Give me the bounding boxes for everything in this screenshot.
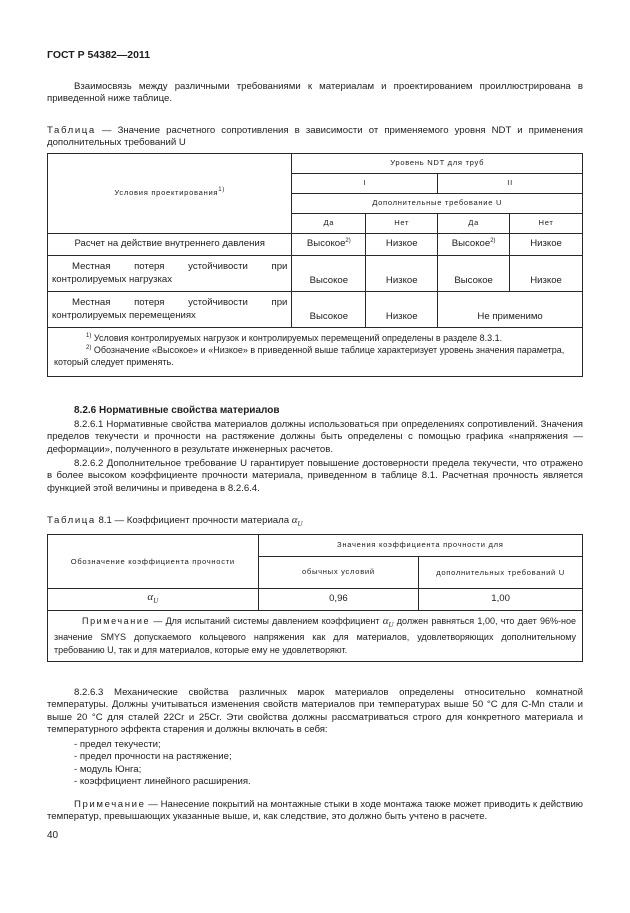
table-cell: Не применимо — [438, 292, 583, 328]
alpha-u-cell: $\alpha_U$ — [48, 589, 259, 611]
alpha-symbol: $\alpha_U$ — [382, 615, 394, 630]
row-label: Местная потеря устойчивости при контролируемых нагрузках — [48, 256, 292, 292]
footnote-1: $^{1)}$ Условия контролируемых нагрузок и контролируемых перемещений определены в разделе 8.3.1. — [86, 333, 503, 343]
table-cell: Низкое — [510, 234, 583, 256]
document-id: ГОСТ Р 54382—2011 — [47, 49, 151, 61]
yes-header: Да — [292, 214, 366, 234]
table-cell: Низкое — [366, 256, 438, 292]
design-resistance-table — [47, 153, 583, 377]
page-number: 40 — [47, 830, 59, 841]
ndt-level-1: I — [292, 174, 438, 194]
list-item: - предел текучести; — [74, 739, 161, 750]
paragraph-8-2-6-1: 8.2.6.1 Нормативные свойства материалов должны использоваться при определениях сопротивлений. Значения пределов текучести и прочности на растяжение должны быть определены с помощью графика «напряжения — деформации», полученного в результате инженерных расчетов. — [47, 419, 583, 455]
alpha-symbol: $\alpha_U$ — [291, 514, 303, 529]
table2-caption-label: Таблица — [47, 515, 96, 526]
note-paragraph: Примечание — Нанесение покрытий на монтажные стыки в ходе монтажа также может приводить к действию температур, превышающих указанные выше, и, как следствие, это должно быть учтено в расчете. — [47, 799, 583, 823]
table-cell: Высокое — [292, 256, 366, 292]
paragraph-8-2-6-3: 8.2.6.3 Механические свойства различных марок материалов определены относительно комнатной температуры. Должны учитываться изменения свойств материалов при температурах выше 50 °С для C-Mn стали и выше 20 °С для сталей 22Cr и 25Cr. Эти свойства должны рассматриваться строго для конкретного материала и температурного эффекта старения и должны включать в себя: — [47, 687, 583, 735]
footnote-2: $^{2)}$ Обозначение «Высокое» и «Низкое» в приведенной выше таблице характеризует уровень значения параметра, который следует применять. — [54, 345, 565, 368]
additional-req-header: Дополнительные требование U — [292, 194, 583, 214]
table-cell: Низкое — [366, 234, 438, 256]
table1-caption-text: — Значение расчетного сопротивления в зависимости от применяемого уровня NDT и применения дополнительных требований U — [47, 125, 583, 149]
table1-caption-label: Таблица — [47, 125, 96, 136]
table-row — [48, 234, 583, 256]
table-row — [48, 292, 583, 328]
list-item: - предел прочности на растяжение; — [74, 751, 232, 763]
intro-paragraph: Взаимосвязь между различными требованиями к материалам и проектированием проиллюстрирована в приведенной ниже таблице. — [47, 81, 583, 105]
yes-header: Да — [438, 214, 510, 234]
additional-requirements-header: дополнительных требований U — [419, 557, 583, 589]
table-cell: 0,96 — [258, 589, 419, 611]
table-cell: Высокое$^{2)}$ — [292, 234, 366, 256]
material-strength-table — [47, 534, 583, 662]
table2-caption — [47, 514, 583, 530]
regular-conditions-header: обычных условий — [258, 557, 419, 589]
ndt-level-2: II — [438, 174, 583, 194]
no-header: Нет — [510, 214, 583, 234]
ndt-level-header: Уровень NDT для труб — [292, 154, 583, 174]
values-header: Значения коэффициента прочности для — [258, 535, 582, 557]
row-label: Расчет на действие внутреннего давления — [48, 234, 292, 256]
table-cell: Низкое — [510, 256, 583, 292]
section-heading: 8.2.6 Нормативные свойства материалов — [74, 405, 280, 416]
property-list — [47, 739, 583, 788]
table2-note: Примечание — Для испытаний системы давлением коэффициент $\alpha_U$ должен равняться 1,00, что дает 96%-ное значение SMYS допускаемого кольцевого напряжения как для материалов, удовлетворяющих дополнительному требованию U, так и для материалов, которые ему не удовлетворяют. — [48, 611, 583, 662]
note-label: Примечание — [82, 616, 151, 626]
paragraph-8-2-6-2: 8.2.6.2 Дополнительное требование U гарантирует повышение достоверности предела текучести, что отражено в более высоком коэффициенте прочности материала, приведенном в таблице 8.1. Расчетная прочность является функцией этой величины и приведена в 8.2.6.4. — [47, 458, 583, 494]
table1-caption — [47, 125, 583, 150]
note-label: Примечание — [74, 799, 146, 810]
conditions-header: Условия проектирования$^{1)}$ — [48, 154, 292, 234]
table-cell: Высокое$^{2)}$ — [438, 234, 510, 256]
no-header: Нет — [366, 214, 438, 234]
table2-caption-text: 8.1 — Коэффициент прочности материала — [95, 515, 292, 526]
table1-footnotes — [48, 328, 583, 377]
table-row — [48, 256, 583, 292]
row-label: Местная потеря устойчивости при контролируемых перемещениях — [48, 292, 292, 328]
list-item: - коэффициент линейного расширения. — [74, 775, 251, 787]
table-row — [48, 589, 583, 611]
table-cell: Высокое — [292, 292, 366, 328]
table-cell: Высокое — [438, 256, 510, 292]
table-cell: Низкое — [366, 292, 438, 328]
table-cell: 1,00 — [419, 589, 583, 611]
list-item: - модуль Юнга; — [74, 763, 142, 775]
designation-header: Обозначение коэффициента прочности — [48, 535, 259, 589]
